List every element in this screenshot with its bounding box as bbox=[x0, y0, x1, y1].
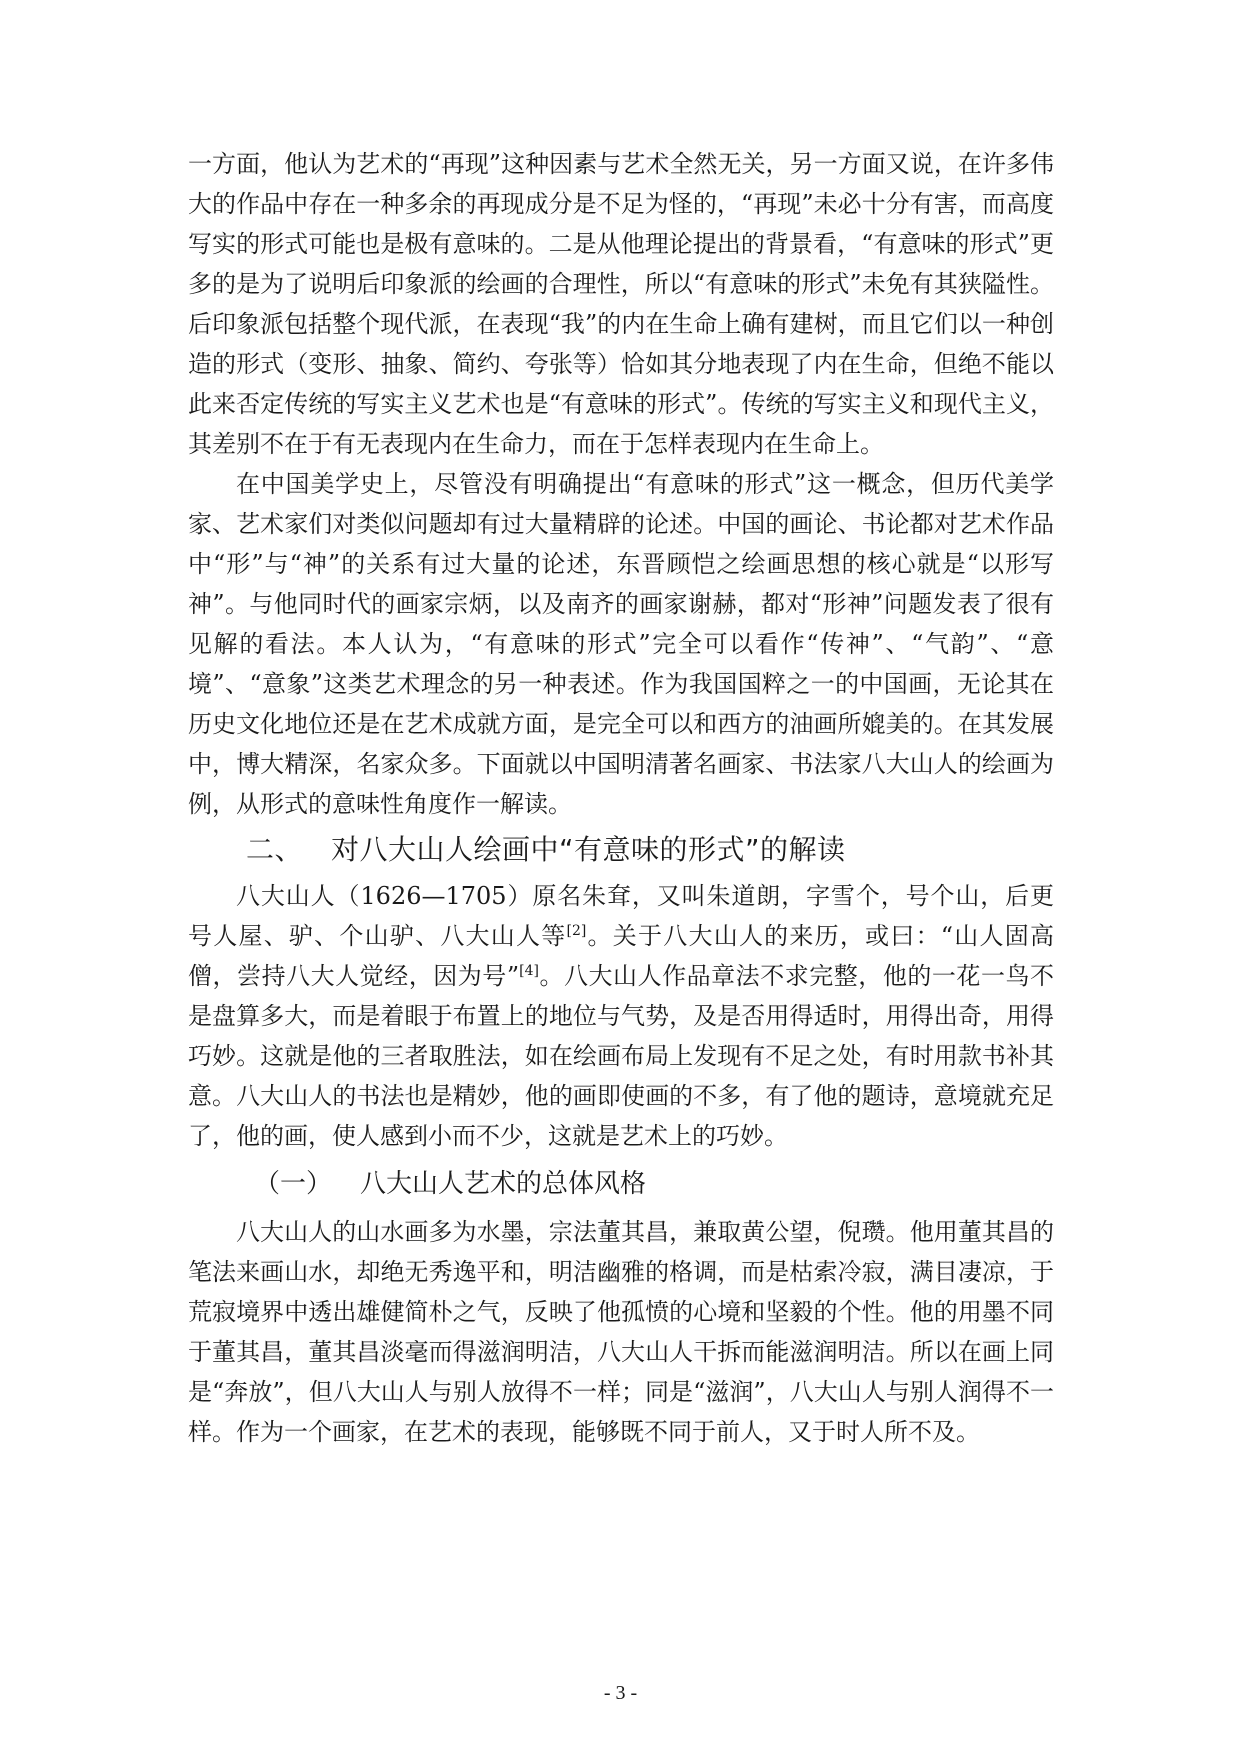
paragraph-text: 。八大山人作品章法不求完整，他的一花一鸟不是盘算多大，而是着眼于布置上的地位与气势，及是否用得适时，用得出奇，用得巧妙。这就是他的三者取胜法，如在绘画布局上发现有不足之处，有时用款书补其意。八大山人的书法也是精妙，他的画即使画的不多，有了他的题诗，意境就充足了，他的画，使人感到小而不少，这就是艺术上的巧妙。 bbox=[188, 962, 1054, 1150]
subsection-title: 八大山人艺术的总体风格 bbox=[360, 1169, 647, 1199]
citation-ref: [2] bbox=[566, 923, 587, 939]
subsection-number: （一） bbox=[254, 1169, 333, 1199]
paragraph-continuation: 一方面，他认为艺术的“再现”这种因素与艺术全然无关，另一方面又说，在许多伟大的作品中存在一种多余的再现成分是不足为怪的，“再现”未必十分有害，而高度写实的形式可能也是极有意味的。二是从他理论提出的背景看，“有意味的形式”更多的是为了说明后印象派的绘画的合理性，所以“有意味的形式”未免有其狭隘性。后印象派包括整个现代派，在表现“我”的内在生命上确有建树，而且它们以一种创造的形式（变形、抽象、简约、夸张等）恰如其分地表现了内在生命，但绝不能以此来否定传统的写实主义艺术也是“有意味的形式”。传统的写实主义和现代主义，其差别不在于有无表现内在生命力，而在于怎样表现内在生命上。 bbox=[188, 150, 1054, 458]
paragraph-landscape-style: 八大山人的山水画多为水墨，宗法董其昌，兼取黄公望，倪瓒。他用董其昌的笔法来画山水，却绝无秀逸平和，明洁幽雅的格调，而是枯索冷寂，满目凄凉，于荒寂境界中透出雄健简朴之气，反映了他孤愤的心境和坚毅的个性。他的用墨不同于董其昌，董其昌淡毫而得滋润明洁，八大山人干拆而能滋润明洁。所以在画上同是“奔放”，但八大山人与别人放得不一样；同是“滋润”，八大山人与别人润得不一样。作为一个画家，在艺术的表现，能够既不同于前人，又于时人所不及。 bbox=[188, 1218, 1054, 1446]
section-number: 二、 bbox=[246, 833, 304, 866]
paragraph-text: 。关于八大山人的来历，或曰：“山人固高僧，尝持八大人觉经，因为号” bbox=[188, 922, 1054, 990]
paragraph-chinese-aesthetics: 在中国美学史上，尽管没有明确提出“有意味的形式”这一概念，但历代美学家、艺术家们对类似问题却有过大量精辟的论述。中国的画论、书论都对艺术作品中“形”与“神”的关系有过大量的论述，东晋顾恺之绘画思想的核心就是“以形写神”。与他同时代的画家宗炳，以及南齐的画家谢赫，都对“形神”问题发表了很有见解的看法。本人认为，“有意味的形式”完全可以看作“传神”、“气韵”、“意境”、“意象”这类艺术理念的另一种表述。作为我国国粹之一的中国画，无论其在历史文化地位还是在艺术成就方面，是完全可以和西方的油画所媲美的。在其发展中，博大精深，名家众多。下面就以中国明清著名画家、书法家八大山人的绘画为例，从形式的意味性角度作一解读。 bbox=[188, 470, 1054, 818]
citation-ref: [4] bbox=[519, 963, 539, 979]
page-body bbox=[188, 144, 1054, 1452]
section-heading-2 bbox=[246, 830, 1054, 870]
page-number: - 3 - bbox=[603, 1682, 638, 1704]
subsection-heading bbox=[254, 1164, 1054, 1204]
paragraph-text: 八大山人（1626—1705）原名朱耷，又叫朱道朗，字雪个，号个山，后更号人屋、驴、个山驴、八大山人等 bbox=[188, 882, 1054, 950]
section-title: 对八大山人绘画中“有意味的形式”的解读 bbox=[331, 833, 846, 866]
paragraph-bada-shanren-intro bbox=[188, 876, 1054, 1156]
